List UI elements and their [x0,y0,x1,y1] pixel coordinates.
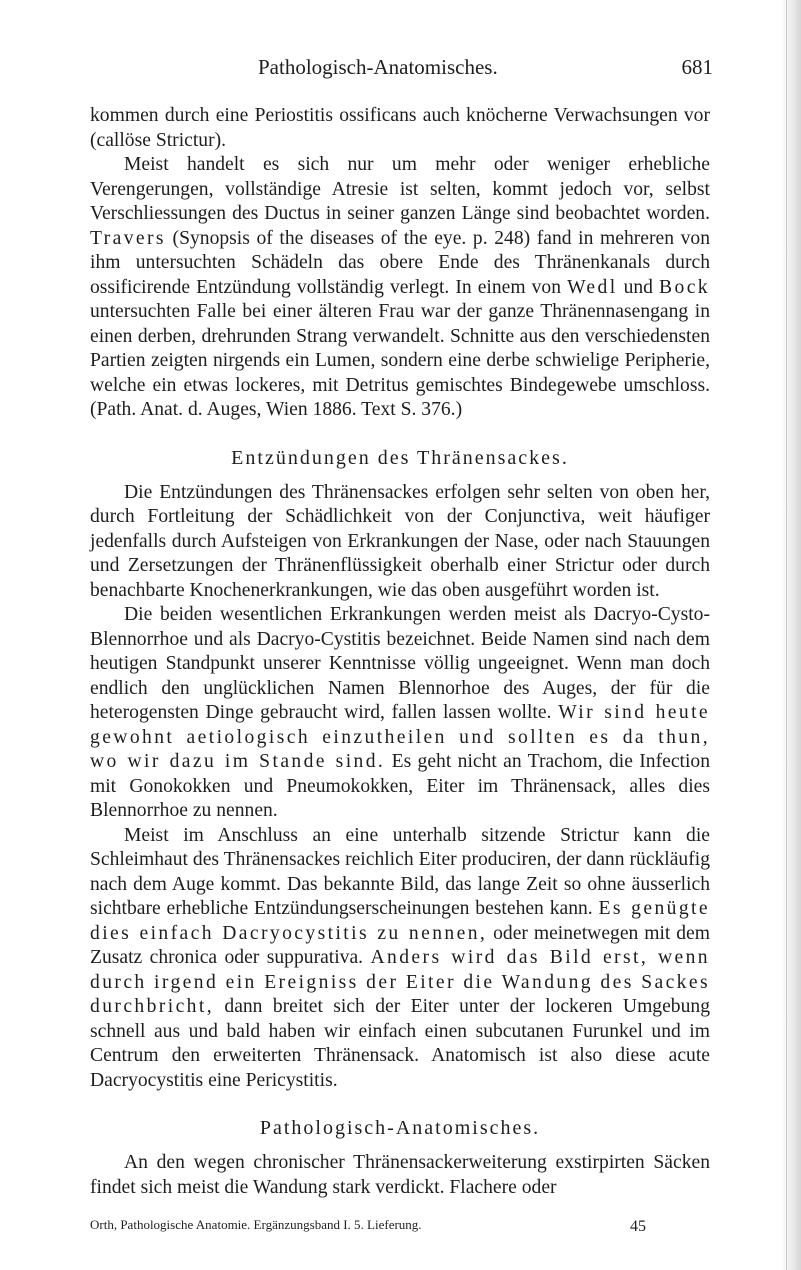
footer-source-line: Orth, Pathologische Anatomie. Ergänzungsband I. 5. Lieferung. [90,1217,422,1232]
text-run: Die beiden wesentlichen Erkrankungen werden meist als Dacryo-Cysto-Blennorrhoe und als Dacryo-Cystitis bezeichnet. Beide Namen sind nach dem heutigen Standpunkt unserer Kenntnisse völlig ungeeignet. Wenn man doch endlich den unglücklichen Namen Blennorhoe des Auges, der für die heterogensten Dinge gebraucht wird, fallen lassen wollte. [90,604,710,723]
scan-edge-line [786,0,787,1270]
author-name-bock: Bock [659,276,710,298]
paragraph-erkrankungen [90,603,710,824]
spaced-emphasis: Anders wird das Bild erst, wenn durch irgend ein Ereigniss der Eiter die Wandung des Sackes durchbricht, [90,947,710,1017]
section-heading-entzuendungen: Entzündungen des Thränensackes. [231,446,569,469]
spaced-emphasis: Wir sind heute gewohnt aetiologisch einzutheilen und sollten es da thun, wo wir dazu im Stande sind. [90,702,711,772]
text-run: Meist handelt es sich nur um mehr oder weniger erhebliche Verengerungen, vollständige Atresie ist selten, kommt jedoch vor, selbst Verschliessungen des Ductus in seiner ganzen Länge sind beobachtet worden. [90,154,710,224]
text-run: untersuchten Falle bei einer älteren Frau war der ganze Thränennasengang in einen derben, drehrunden Strang verwandelt. Schnitte aus den verschiedensten Partien zeigten nirgends ein Lumen, sondern eine derbe schwielige Peripherie, welche ein etwas lockeres, mit Detritus gemischtes Bindegewebe umschloss. (Path. Anat. d. Auges, Wien 1886. Text S. 376.) [90,301,710,420]
body-text [90,104,710,1200]
text-run: kommen durch eine Periostitis ossificans auch knöcherne Verwachsungen vor (callöse Strictur). [90,105,710,151]
text-run: An den wegen chronischer Thränensackerweiterung exstirpirten Säcken findet sich meist die Wandung stark verdickt. Flachere oder [90,1152,710,1198]
paragraph-entzuendungen [90,481,710,604]
text-run: oder meinetwegen mit dem Zusatz chronica oder suppurativa. [90,922,710,968]
scan-edge-shadow [781,0,801,1270]
paragraph-continuation [90,104,710,153]
signature-mark: 45 [630,1218,646,1235]
paragraph-saecken [90,1151,710,1200]
author-name-wedl: Wedl [567,276,618,298]
section-heading-pathologisch: Pathologisch-Anatomisches. [259,1117,541,1139]
text-run: (Synopsis of the diseases of the eye. p. 248) fand in mehreren von ihm untersuchten Schädeln das obere Ende des Thränenkanals durch ossificirende Entzündung vollständig verlegt. In einem von [90,227,710,298]
author-name-travers: Travers [90,227,166,249]
text-run: und [617,276,660,298]
page-number: 681 [681,55,713,79]
text-run: dann breitet sich der Eiter unter der lockeren Umgebung schnell aus und bald haben wir einfach einen subcutanen Furunkel und im Centrum den erweiterten Thränensack. Anatomisch ist also diese acute Dacryocystitis eine Pericystitis. [90,996,710,1091]
text-run: Es geht nicht an Trachom, die Infection mit Gonokokken und Pneumokokken, Eiter im Thränensack, alles dies Blennorrhoe zu nennen. [90,751,710,821]
paragraph-verengerungen [90,153,710,423]
text-run: Die Entzündungen des Thränensackes erfolgen sehr selten von oben her, durch Fortleitung der Schädlichkeit von der Conjunctiva, weit häufiger jedenfalls durch Aufsteigen von Erkrankungen der Nase, oder nach Stauungen und Zersetzungen der Thränenflüssigkeit oberhalb einer Strictur oder durch benachbarte Knochenerkrankungen, wie das oben ausgeführt worden ist. [90,481,710,601]
spaced-emphasis: Es genügte dies einfach Dacryocystitis zu nennen, [90,898,710,944]
text-run: Meist im Anschluss an eine unterhalb sitzende Strictur kann die Schleimhaut des Thränensackes reichlich Eiter produciren, der dann rückläufig nach dem Auge kommt. Das bekannte Bild, das lange Zeit so ohne äusserlich sichtbare erhebliche Entzündungserscheinungen bestehen kann. [90,824,710,919]
running-title: Pathologisch-Anatomisches. [258,55,498,79]
paragraph-anschluss [90,824,710,1094]
